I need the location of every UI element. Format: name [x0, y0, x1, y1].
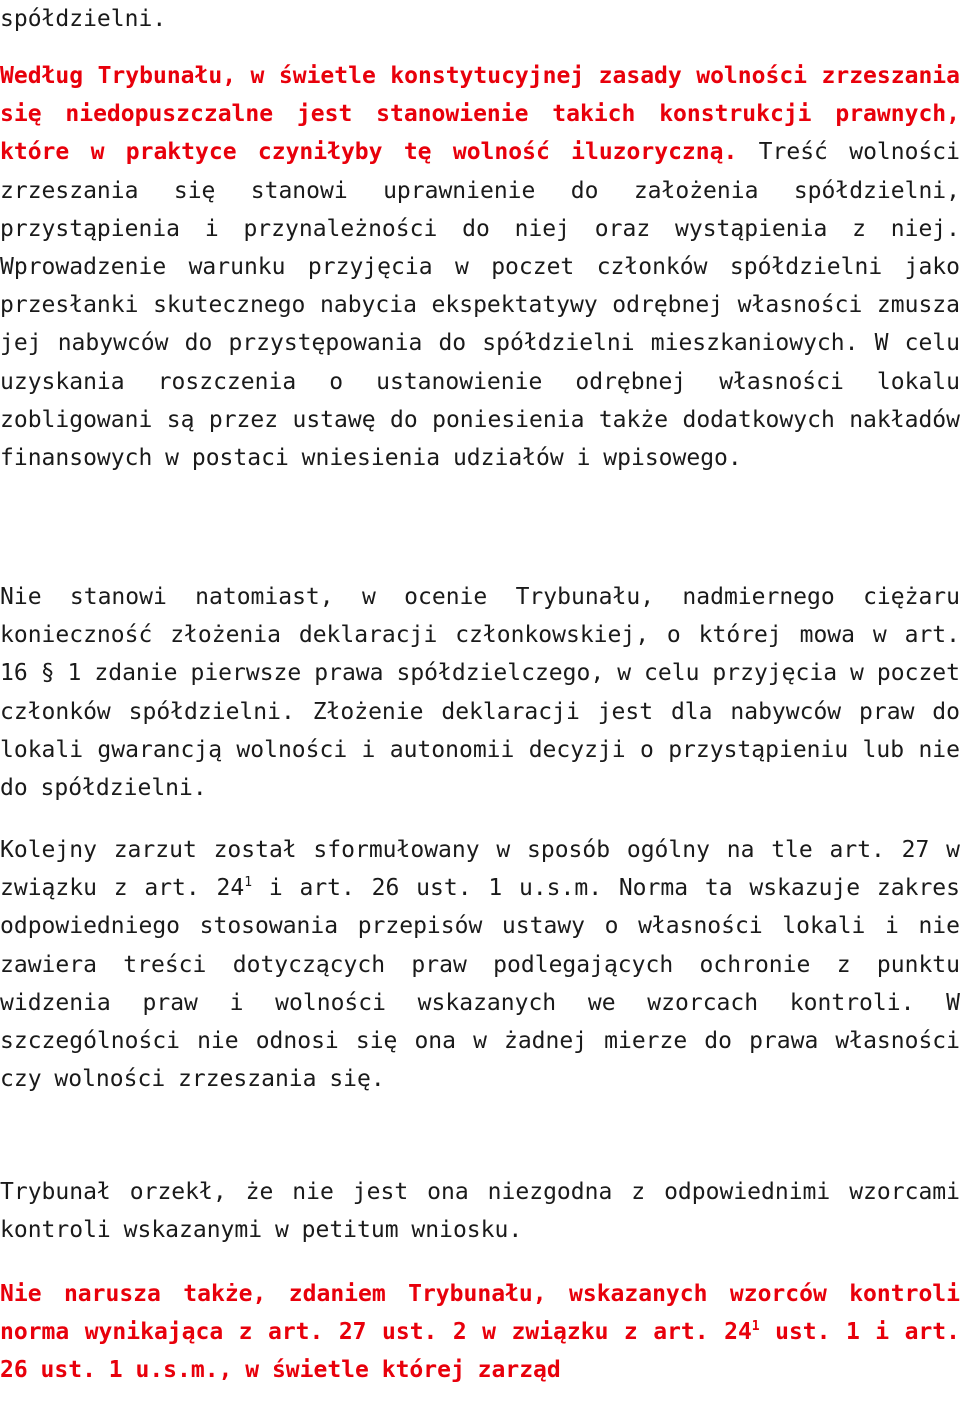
paragraph-0: [0, 0, 960, 38]
emphasized-text: Według Trybunału, w świetle konstytucyjnej zasady wolności zrzeszania się niedopuszczalne jest stanowienie takich konstrukcji prawnych, które w praktyce czyniłyby tę wolność iluzoryczną.: [0, 63, 960, 166]
paragraph-1: [0, 57, 960, 477]
paragraph-2: [0, 578, 960, 807]
paragraph-3: [0, 831, 960, 1098]
paragraph-text: Kolejny zarzut został sformułowany w sposób ogólny na tle art. 27 w związku z art. 24: [0, 837, 960, 902]
emphasized-text: Nie narusza także, zdaniem Trybunału, wskazanych wzorców kontroli norma wynikająca z art. 27 ust. 2 w związku z art. 24: [0, 1281, 960, 1346]
superscript: 1: [751, 1319, 760, 1335]
paragraph-4: [0, 1173, 960, 1249]
paragraph-text: Trybunał orzekł, że nie jest ona niezgodna z odpowiednimi wzorcami kontroli wskazanymi w petitum wniosku.: [0, 1179, 960, 1244]
paragraph-5: [0, 1275, 960, 1390]
paragraph-text: Treść wolności zrzeszania się stanowi uprawnienie do założenia spółdzielni, przystąpienia i przynależności do niej oraz wystąpienia z niej. Wprowadzenie warunku przyjęcia w poczet członków spółdzielni jako przesłanki skutecznego nabycia ekspektatywy odrębnej własności zmusza jej nabywców do przystępowania do spółdzielni mieszkaniowych. W celu uzyskania roszczenia o ustanowienie odrębnej własności lokalu zobligowani są przez ustawę do poniesienia także dodatkowych nakładów finansowych w postaci wniesienia udziałów i wpisowego.: [0, 139, 960, 472]
paragraph-text: Nie stanowi natomiast, w ocenie Trybunału, nadmiernego ciężaru konieczność złożenia deklaracji członkowskiej, o której mowa w art. 16 § 1 zdanie pierwsze prawa spółdzielczego, w celu przyjęcia w poczet członków spółdzielni. Złożenie deklaracji jest dla nabywców praw do lokali gwarancją wolności i autonomii decyzji o przystąpieniu lub nie do spółdzielni.: [0, 584, 960, 802]
paragraph-text: spółdzielni.: [0, 6, 167, 32]
paragraph-text: i art. 26 ust. 1 u.s.m. Norma ta wskazuje zakres odpowiedniego stosowania przepisów ustawy o własności lokali i nie zawiera treści dotyczących praw podlegających ochronie z punktu widzenia praw i wolności wskazanych we wzorcach kontroli. W szczególności nie odnosi się ona w żadnej mierze do prawa własności czy wolności zrzeszania się.: [0, 875, 960, 1093]
emphasized-text: ust. 1 i art. 26 ust. 1 u.s.m., w świetle której zarząd: [0, 1319, 960, 1384]
superscript: 1: [244, 875, 253, 891]
